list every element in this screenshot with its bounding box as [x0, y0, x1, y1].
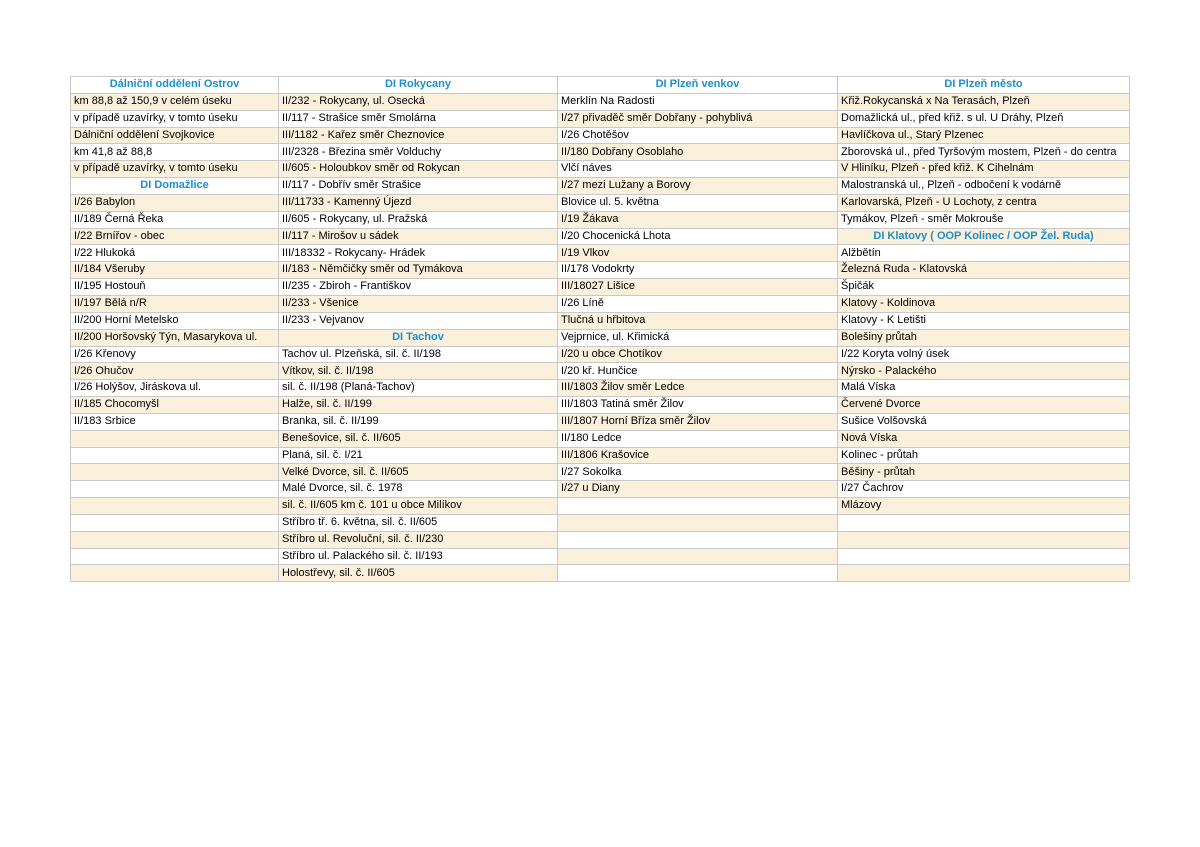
- empty-cell: [558, 548, 838, 565]
- table-cell: II/117 - Mirošov u sádek: [279, 228, 558, 245]
- table-cell: Sušice Volšovská: [838, 413, 1130, 430]
- table-row: [71, 279, 1130, 296]
- table-cell: v případě uzavírky, v tomto úseku: [71, 110, 279, 127]
- table-cell: Havlíčkova ul., Starý Plzenec: [838, 127, 1130, 144]
- table-row: [71, 178, 1130, 195]
- table-cell: II/117 - Dobřív směr Strašice: [279, 178, 558, 195]
- empty-cell: [838, 548, 1130, 565]
- table-cell: II/197 Bělá n/R: [71, 295, 279, 312]
- table-cell: II/183 - Němčičky směr od Tymákova: [279, 262, 558, 279]
- empty-cell: [71, 514, 279, 531]
- table-cell: I/19 Žákava: [558, 211, 838, 228]
- table-body: [71, 77, 1130, 582]
- table-cell: Vítkov, sil. č. II/198: [279, 363, 558, 380]
- table-cell: Nýrsko - Palackého: [838, 363, 1130, 380]
- table-cell: II/233 - Všenice: [279, 295, 558, 312]
- table-cell: Dálniční oddělení Svojkovice: [71, 127, 279, 144]
- empty-cell: [558, 531, 838, 548]
- table-cell: I/27 Sokolka: [558, 464, 838, 481]
- table-row: [71, 127, 1130, 144]
- table-cell: sil. č. II/198 (Planá-Tachov): [279, 380, 558, 397]
- table-cell: II/178 Vodokrty: [558, 262, 838, 279]
- table-cell: II/189 Černá Řeka: [71, 211, 279, 228]
- table-cell: Malostranská ul., Plzeň - odbočení k vodárně: [838, 178, 1130, 195]
- table-cell: I/27 Čachrov: [838, 481, 1130, 498]
- table-cell: I/26 Chotěšov: [558, 127, 838, 144]
- table-cell: Stříbro ul. Revoluční, sil. č. II/230: [279, 531, 558, 548]
- table-row: [71, 531, 1130, 548]
- table-cell: III/1803 Žilov směr Ledce: [558, 380, 838, 397]
- table-row: [71, 77, 1130, 94]
- table-cell: Halže, sil. č. II/199: [279, 397, 558, 414]
- empty-cell: [71, 548, 279, 565]
- table-cell: Kolinec - průtah: [838, 447, 1130, 464]
- table-cell: V Hliníku, Plzeň - před křiž. K Cihelnám: [838, 161, 1130, 178]
- table-cell: Branka, sil. č. II/199: [279, 413, 558, 430]
- table-cell: I/20 Chocenická Lhota: [558, 228, 838, 245]
- table-cell: Bolešiny průtah: [838, 329, 1130, 346]
- empty-cell: [71, 498, 279, 515]
- table-cell: Zborovská ul., před Tyršovým mostem, Plzeň - do centra: [838, 144, 1130, 161]
- table-row: [71, 548, 1130, 565]
- empty-cell: [558, 565, 838, 582]
- table-cell: v případě uzavírky, v tomto úseku: [71, 161, 279, 178]
- table-cell: I/26 Líně: [558, 295, 838, 312]
- table-cell: I/26 Holýšov, Jiráskova ul.: [71, 380, 279, 397]
- table-row: [71, 514, 1130, 531]
- table-cell: II/117 - Strašice směr Smolárna: [279, 110, 558, 127]
- table-cell: III/18332 - Rokycany- Hrádek: [279, 245, 558, 262]
- column-header: Dálniční oddělení Ostrov: [71, 77, 279, 94]
- table-row: [71, 110, 1130, 127]
- table-row: [71, 430, 1130, 447]
- table-row: [71, 93, 1130, 110]
- empty-cell: [838, 531, 1130, 548]
- table-cell: Velké Dvorce, sil. č. II/605: [279, 464, 558, 481]
- table-cell: I/22 Hlukoká: [71, 245, 279, 262]
- empty-cell: [71, 531, 279, 548]
- table-cell: II/185 Chocomyšl: [71, 397, 279, 414]
- table-row: [71, 211, 1130, 228]
- table-cell: I/27 u Diany: [558, 481, 838, 498]
- table-row: [71, 262, 1130, 279]
- table-cell: II/605 - Rokycany, ul. Pražská: [279, 211, 558, 228]
- table-cell: Malá Víska: [838, 380, 1130, 397]
- empty-cell: [71, 430, 279, 447]
- table-cell: Stříbro tř. 6. května, sil. č. II/605: [279, 514, 558, 531]
- table-row: [71, 312, 1130, 329]
- table-row: [71, 329, 1130, 346]
- table-row: [71, 565, 1130, 582]
- column-header: DI Plzeň venkov: [558, 77, 838, 94]
- table-cell: sil. č. II/605 km č. 101 u obce Milíkov: [279, 498, 558, 515]
- table-cell: III/18027 Lišice: [558, 279, 838, 296]
- table-cell: I/22 Brnířov - obec: [71, 228, 279, 245]
- table-cell: Karlovarská, Plzeň - U Lochoty, z centra: [838, 194, 1130, 211]
- empty-cell: [558, 514, 838, 531]
- table-cell: II/183 Srbice: [71, 413, 279, 430]
- empty-cell: [838, 514, 1130, 531]
- table-cell: I/27 mezi Lužany a Borovy: [558, 178, 838, 195]
- table-cell: Červené Dvorce: [838, 397, 1130, 414]
- table-cell: Vlčí náves: [558, 161, 838, 178]
- table-cell: Mlázovy: [838, 498, 1130, 515]
- table-row: [71, 346, 1130, 363]
- table-cell: Merklín Na Radosti: [558, 93, 838, 110]
- table-cell: I/20 kř. Hunčice: [558, 363, 838, 380]
- section-header: DI Tachov: [279, 329, 558, 346]
- empty-cell: [71, 464, 279, 481]
- section-header: DI Klatovy ( OOP Kolinec / OOP Žel. Ruda): [838, 228, 1130, 245]
- table-row: [71, 464, 1130, 481]
- table-cell: II/180 Dobřany Osoblaho: [558, 144, 838, 161]
- table-row: [71, 194, 1130, 211]
- table-row: [71, 481, 1130, 498]
- table-cell: Tymákov, Plzeň - směr Mokrouše: [838, 211, 1130, 228]
- table-cell: III/11733 - Kamenný Újezd: [279, 194, 558, 211]
- column-header: DI Rokycany: [279, 77, 558, 94]
- table-cell: Klatovy - Koldinova: [838, 295, 1130, 312]
- empty-cell: [71, 565, 279, 582]
- table-cell: Malé Dvorce, sil. č. 1978: [279, 481, 558, 498]
- table-cell: I/20 u obce Chotíkov: [558, 346, 838, 363]
- table-cell: III/1182 - Kařez směr Cheznovice: [279, 127, 558, 144]
- table-cell: Tachov ul. Plzeňská, sil. č. II/198: [279, 346, 558, 363]
- table-cell: Benešovice, sil. č. II/605: [279, 430, 558, 447]
- table-cell: km 41,8 až 88,8: [71, 144, 279, 161]
- table-cell: Železná Ruda - Klatovská: [838, 262, 1130, 279]
- table-row: [71, 295, 1130, 312]
- table-row: [71, 447, 1130, 464]
- table-cell: I/22 Koryta volný úsek: [838, 346, 1130, 363]
- table-row: [71, 397, 1130, 414]
- traffic-locations-table: [70, 76, 1130, 582]
- table-row: [71, 363, 1130, 380]
- table-row: [71, 380, 1130, 397]
- table-cell: III/2328 - Březina směr Volduchy: [279, 144, 558, 161]
- table-cell: Stříbro ul. Palackého sil. č. II/193: [279, 548, 558, 565]
- table-cell: II/232 - Rokycany, ul. Osecká: [279, 93, 558, 110]
- table-cell: Křiž.Rokycanská x Na Terasách, Plzeň: [838, 93, 1130, 110]
- table-cell: Holostřevy, sil. č. II/605: [279, 565, 558, 582]
- table-cell: II/195 Hostouň: [71, 279, 279, 296]
- table-cell: Nová Víska: [838, 430, 1130, 447]
- table-cell: Blovice ul. 5. května: [558, 194, 838, 211]
- table-cell: II/200 Horšovský Týn, Masarykova ul.: [71, 329, 279, 346]
- table-cell: II/180 Ledce: [558, 430, 838, 447]
- table-row: [71, 161, 1130, 178]
- table-row: [71, 144, 1130, 161]
- table-cell: III/1806 Krašovice: [558, 447, 838, 464]
- empty-cell: [558, 498, 838, 515]
- table-cell: II/184 Všeruby: [71, 262, 279, 279]
- empty-cell: [838, 565, 1130, 582]
- table-row: [71, 498, 1130, 515]
- table-cell: I/19 Vlkov: [558, 245, 838, 262]
- table-cell: I/26 Ohučov: [71, 363, 279, 380]
- table-cell: Domažlická ul., před křiž. s ul. U Dráhy, Plzeň: [838, 110, 1130, 127]
- table-cell: km 88,8 až 150,9 v celém úseku: [71, 93, 279, 110]
- table-row: [71, 228, 1130, 245]
- empty-cell: [71, 481, 279, 498]
- section-header: DI Domažlice: [71, 178, 279, 195]
- table-cell: I/26 Křenovy: [71, 346, 279, 363]
- table-cell: I/26 Babylon: [71, 194, 279, 211]
- table-cell: Klatovy - K Letišti: [838, 312, 1130, 329]
- table-cell: Tlučná u hřbitova: [558, 312, 838, 329]
- table-cell: Alžbětín: [838, 245, 1130, 262]
- table-cell: Špičák: [838, 279, 1130, 296]
- table-cell: Běšiny - průtah: [838, 464, 1130, 481]
- table-row: [71, 245, 1130, 262]
- table-cell: Vejprnice, ul. Křimická: [558, 329, 838, 346]
- table-cell: I/27 přivaděč směr Dobřany - pohyblivá: [558, 110, 838, 127]
- table-cell: II/235 - Zbiroh - Františkov: [279, 279, 558, 296]
- column-header: DI Plzeň město: [838, 77, 1130, 94]
- table-cell: Planá, sil. č. I/21: [279, 447, 558, 464]
- table-cell: II/233 - Vejvanov: [279, 312, 558, 329]
- table-cell: III/1803 Tatiná směr Žilov: [558, 397, 838, 414]
- table-cell: II/200 Horní Metelsko: [71, 312, 279, 329]
- table-cell: III/1807 Horní Bříza směr Žilov: [558, 413, 838, 430]
- empty-cell: [71, 447, 279, 464]
- table-cell: II/605 - Holoubkov směr od Rokycan: [279, 161, 558, 178]
- table-row: [71, 413, 1130, 430]
